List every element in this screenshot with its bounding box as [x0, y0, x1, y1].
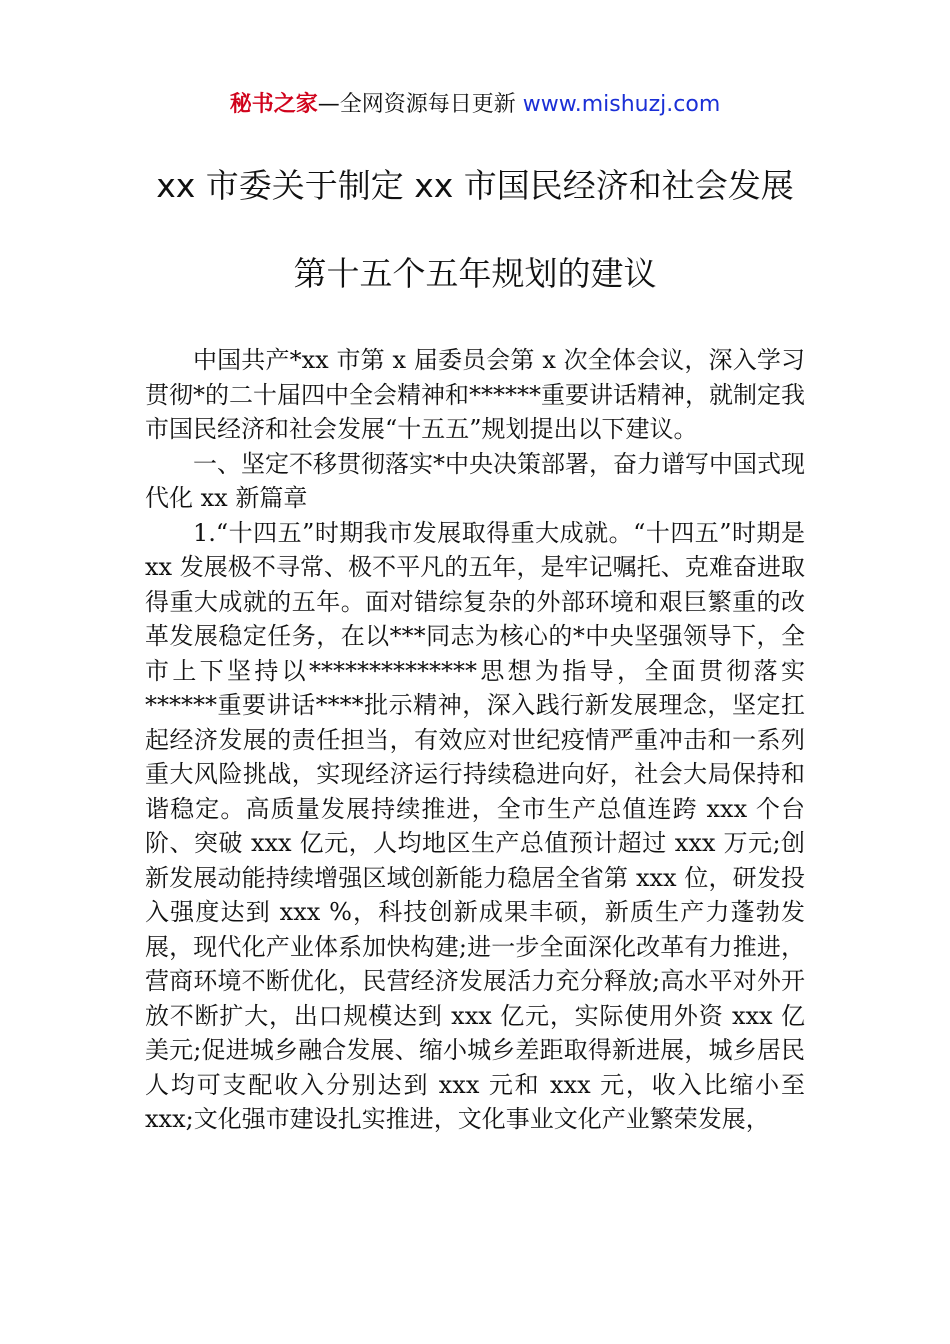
site-url-link[interactable]: www.mishuzj.com [522, 92, 721, 117]
title-line-2: 第十五个五年规划的建议 [293, 254, 657, 293]
document-title [60, 164, 890, 340]
site-header [0, 88, 950, 122]
paragraph-section-heading: 一、坚定不移贯彻落实*中央决策部署，奋力谱写中国式现代化 xx 新篇章 [145, 449, 805, 512]
title-line-1: xx 市委关于制定 xx 市国民经济和社会发展 [156, 166, 794, 205]
site-brand: 秘书之家 [229, 92, 318, 117]
paragraph-intro: 中国共产*xx 市第 x 届委员会第 x 次全体会议，深入学习贯彻*的二十届四中全会精神和******重要讲话精神，就制定我市国民经济和社会发展“十五五”规划提出以下建议。 [145, 346, 805, 443]
paragraph-achievements: 1.“十四五”时期我市发展取得重大成就。“十四五”时期是 xx 发展极不寻常、极不平凡的五年，是牢记嘱托、克难奋进取得重大成就的五年。面对错综复杂的外部环境和艰巨繁重的改革发展稳定任务，在以***同志为核心的*中央坚强领导下，全市上下坚持以**************思想为指导，全面贯彻落实******重要讲话****批示精神，深入践行新发展理念，坚定扛起经济发展的责任担当，有效应对世纪疫情严重冲击和一系列重大风险挑战，实现经济运行持续稳进向好，社会大局保持和谐稳定。高质量发展持续推进，全市生产总值连跨 xxx 个台阶、突破 xxx 亿元，人均地区生产总值预计超过 xxx 万元;创新发展动能持续增强区域创新能力稳居全省第 xxx 位，研发投入强度达到 xxx %，科技创新成果丰硕，新质生产力蓬勃发展，现代化产业体系加快构建;进一步全面深化改革有力推进，营商环境不断优化，民营经济发展活力充分释放;高水平对外开放不断扩大，出口规模达到 xxx 亿元，实际使用外资 xxx 亿美元;促进城乡融合发展、缩小城乡差距取得新进展，城乡居民人均可支配收入分别达到 xxx 元和 xxx 元，收入比缩小至 xxx;文化强市建设扎实推进，文化事业文化产业繁荣发展， [145, 518, 805, 1133]
site-tagline: —全网资源每日更新 [317, 92, 523, 117]
document-body [145, 343, 805, 1137]
